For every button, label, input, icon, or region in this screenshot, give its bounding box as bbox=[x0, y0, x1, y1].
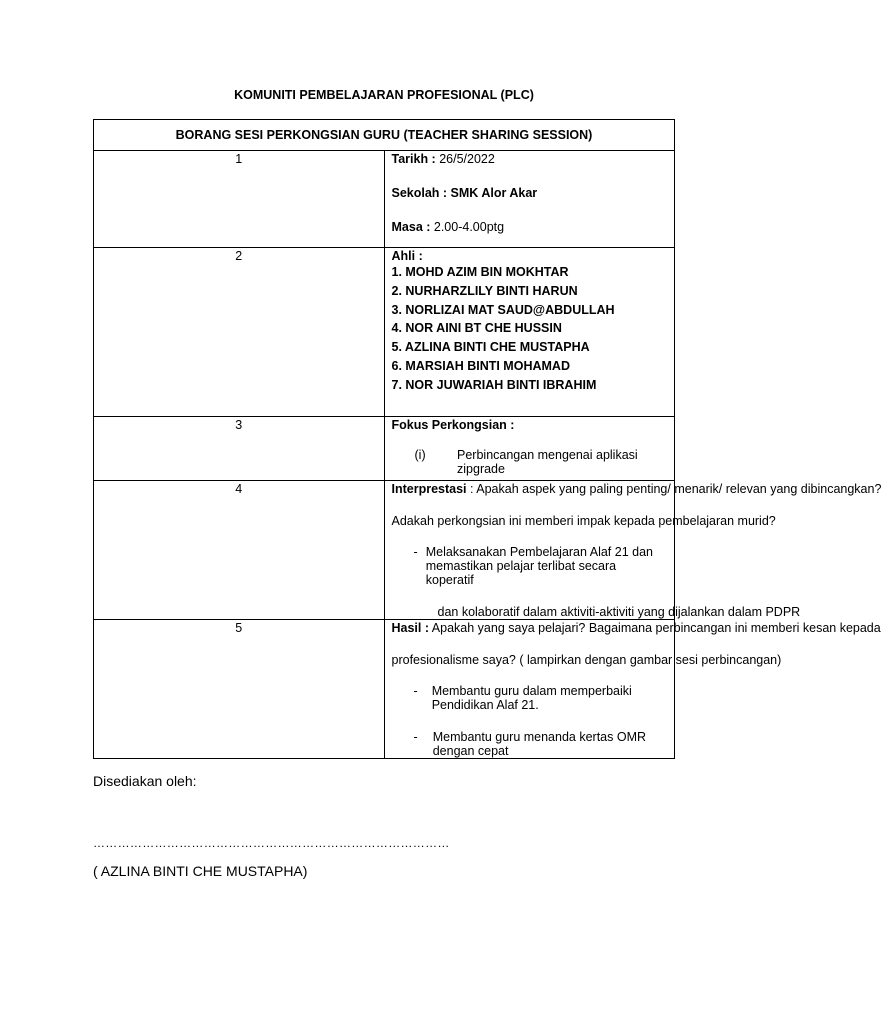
interpretation-point-text: Melaksanakan Pembelajaran Alaf 21 dan memastikan pelajar terlibat secara koperatif bbox=[425, 545, 653, 587]
row-4-content bbox=[384, 481, 881, 620]
row-5-content bbox=[384, 620, 881, 759]
interpretation-point-continuation: dan kolaboratif dalam aktiviti-aktiviti yang dijalankan dalam PDPR bbox=[437, 605, 801, 619]
sharing-session-form bbox=[93, 119, 881, 759]
result-point-text: Membantu guru dalam memperbaiki Pendidikan Alaf 21. bbox=[431, 684, 632, 712]
member-item: 6. MARSIAH BINTI MOHAMAD bbox=[391, 358, 570, 373]
bullet-dash: - bbox=[413, 684, 418, 698]
row-number: 2 bbox=[94, 248, 385, 417]
document-title: KOMUNITI PEMBELAJARAN PROFESIONAL (PLC) bbox=[234, 88, 534, 102]
member-item: 7. NOR JUWARIAH BINTI IBRAHIM bbox=[391, 377, 597, 392]
form-row-3 bbox=[94, 417, 675, 481]
form-row-5 bbox=[94, 620, 675, 759]
masa-value: 2.00-4.00ptg bbox=[430, 220, 505, 234]
prepared-by-label: Disediakan oleh: bbox=[93, 773, 197, 789]
interpretation-point bbox=[392, 545, 668, 587]
result-point bbox=[392, 684, 668, 712]
member-item: 5. AZLINA BINTI CHE MUSTAPHA bbox=[391, 340, 590, 355]
form-row-2 bbox=[94, 248, 675, 417]
row-number: 5 bbox=[94, 620, 385, 759]
form-row-4 bbox=[94, 481, 675, 620]
row-number: 3 bbox=[94, 417, 385, 481]
interpretation-label: Interprestasi bbox=[391, 482, 467, 496]
result-point-text: Membantu guru menanda kertas OMR dengan cepat bbox=[432, 730, 647, 758]
signer-name: ( AZLINA BINTI CHE MUSTAPHA) bbox=[93, 863, 308, 879]
bullet-dash: - bbox=[413, 730, 418, 744]
tarikh-label: Tarikh : bbox=[391, 152, 436, 166]
focus-item bbox=[392, 448, 668, 476]
member-item: 1. MOHD AZIM BIN MOKHTAR bbox=[391, 265, 569, 279]
tarikh-value: 26/5/2022 bbox=[435, 152, 495, 166]
form-row-1 bbox=[94, 151, 675, 248]
member-list bbox=[392, 263, 668, 395]
form-header: BORANG SESI PERKONGSIAN GURU (TEACHER SHARING SESSION) bbox=[94, 120, 675, 151]
row-number: 4 bbox=[94, 481, 385, 620]
row-3-content bbox=[384, 417, 675, 481]
member-item: 2. NURHARZLILY BINTI HARUN bbox=[391, 283, 578, 298]
member-item: 4. NOR AINI BT CHE HUSSIN bbox=[391, 321, 562, 336]
interpretation-question: : Apakah aspek yang paling penting/ menarik/ relevan yang dibincangkan? bbox=[466, 482, 881, 496]
signature-line: …………………………………………………………………………… bbox=[93, 836, 450, 850]
focus-item-marker: (i) bbox=[414, 448, 426, 462]
member-item: 3. NORLIZAI MAT SAUD@ABDULLAH bbox=[391, 302, 615, 317]
ahli-label: Ahli : bbox=[391, 249, 423, 263]
bullet-dash: - bbox=[413, 545, 418, 559]
focus-label: Fokus Perkongsian : bbox=[391, 418, 515, 432]
result-point bbox=[392, 730, 668, 758]
focus-item-text: Perbincangan mengenai aplikasi zipgrade bbox=[457, 448, 638, 476]
masa-label: Masa : bbox=[391, 220, 431, 234]
row-number: 1 bbox=[94, 151, 385, 248]
interpretation-question-2: Adakah perkongsian ini memberi impak kepada pembelajaran murid? bbox=[391, 514, 776, 528]
result-label: Hasil : bbox=[391, 621, 430, 635]
result-question: Apakah yang saya pelajari? Bagaimana perbincangan ini memberi kesan kepada bbox=[429, 621, 881, 635]
sekolah-label: Sekolah : SMK Alor Akar bbox=[391, 186, 538, 200]
row-1-content bbox=[384, 151, 675, 248]
row-2-content bbox=[384, 248, 675, 417]
result-question-2: profesionalisme saya? ( lampirkan dengan gambar sesi perbincangan) bbox=[391, 653, 782, 667]
